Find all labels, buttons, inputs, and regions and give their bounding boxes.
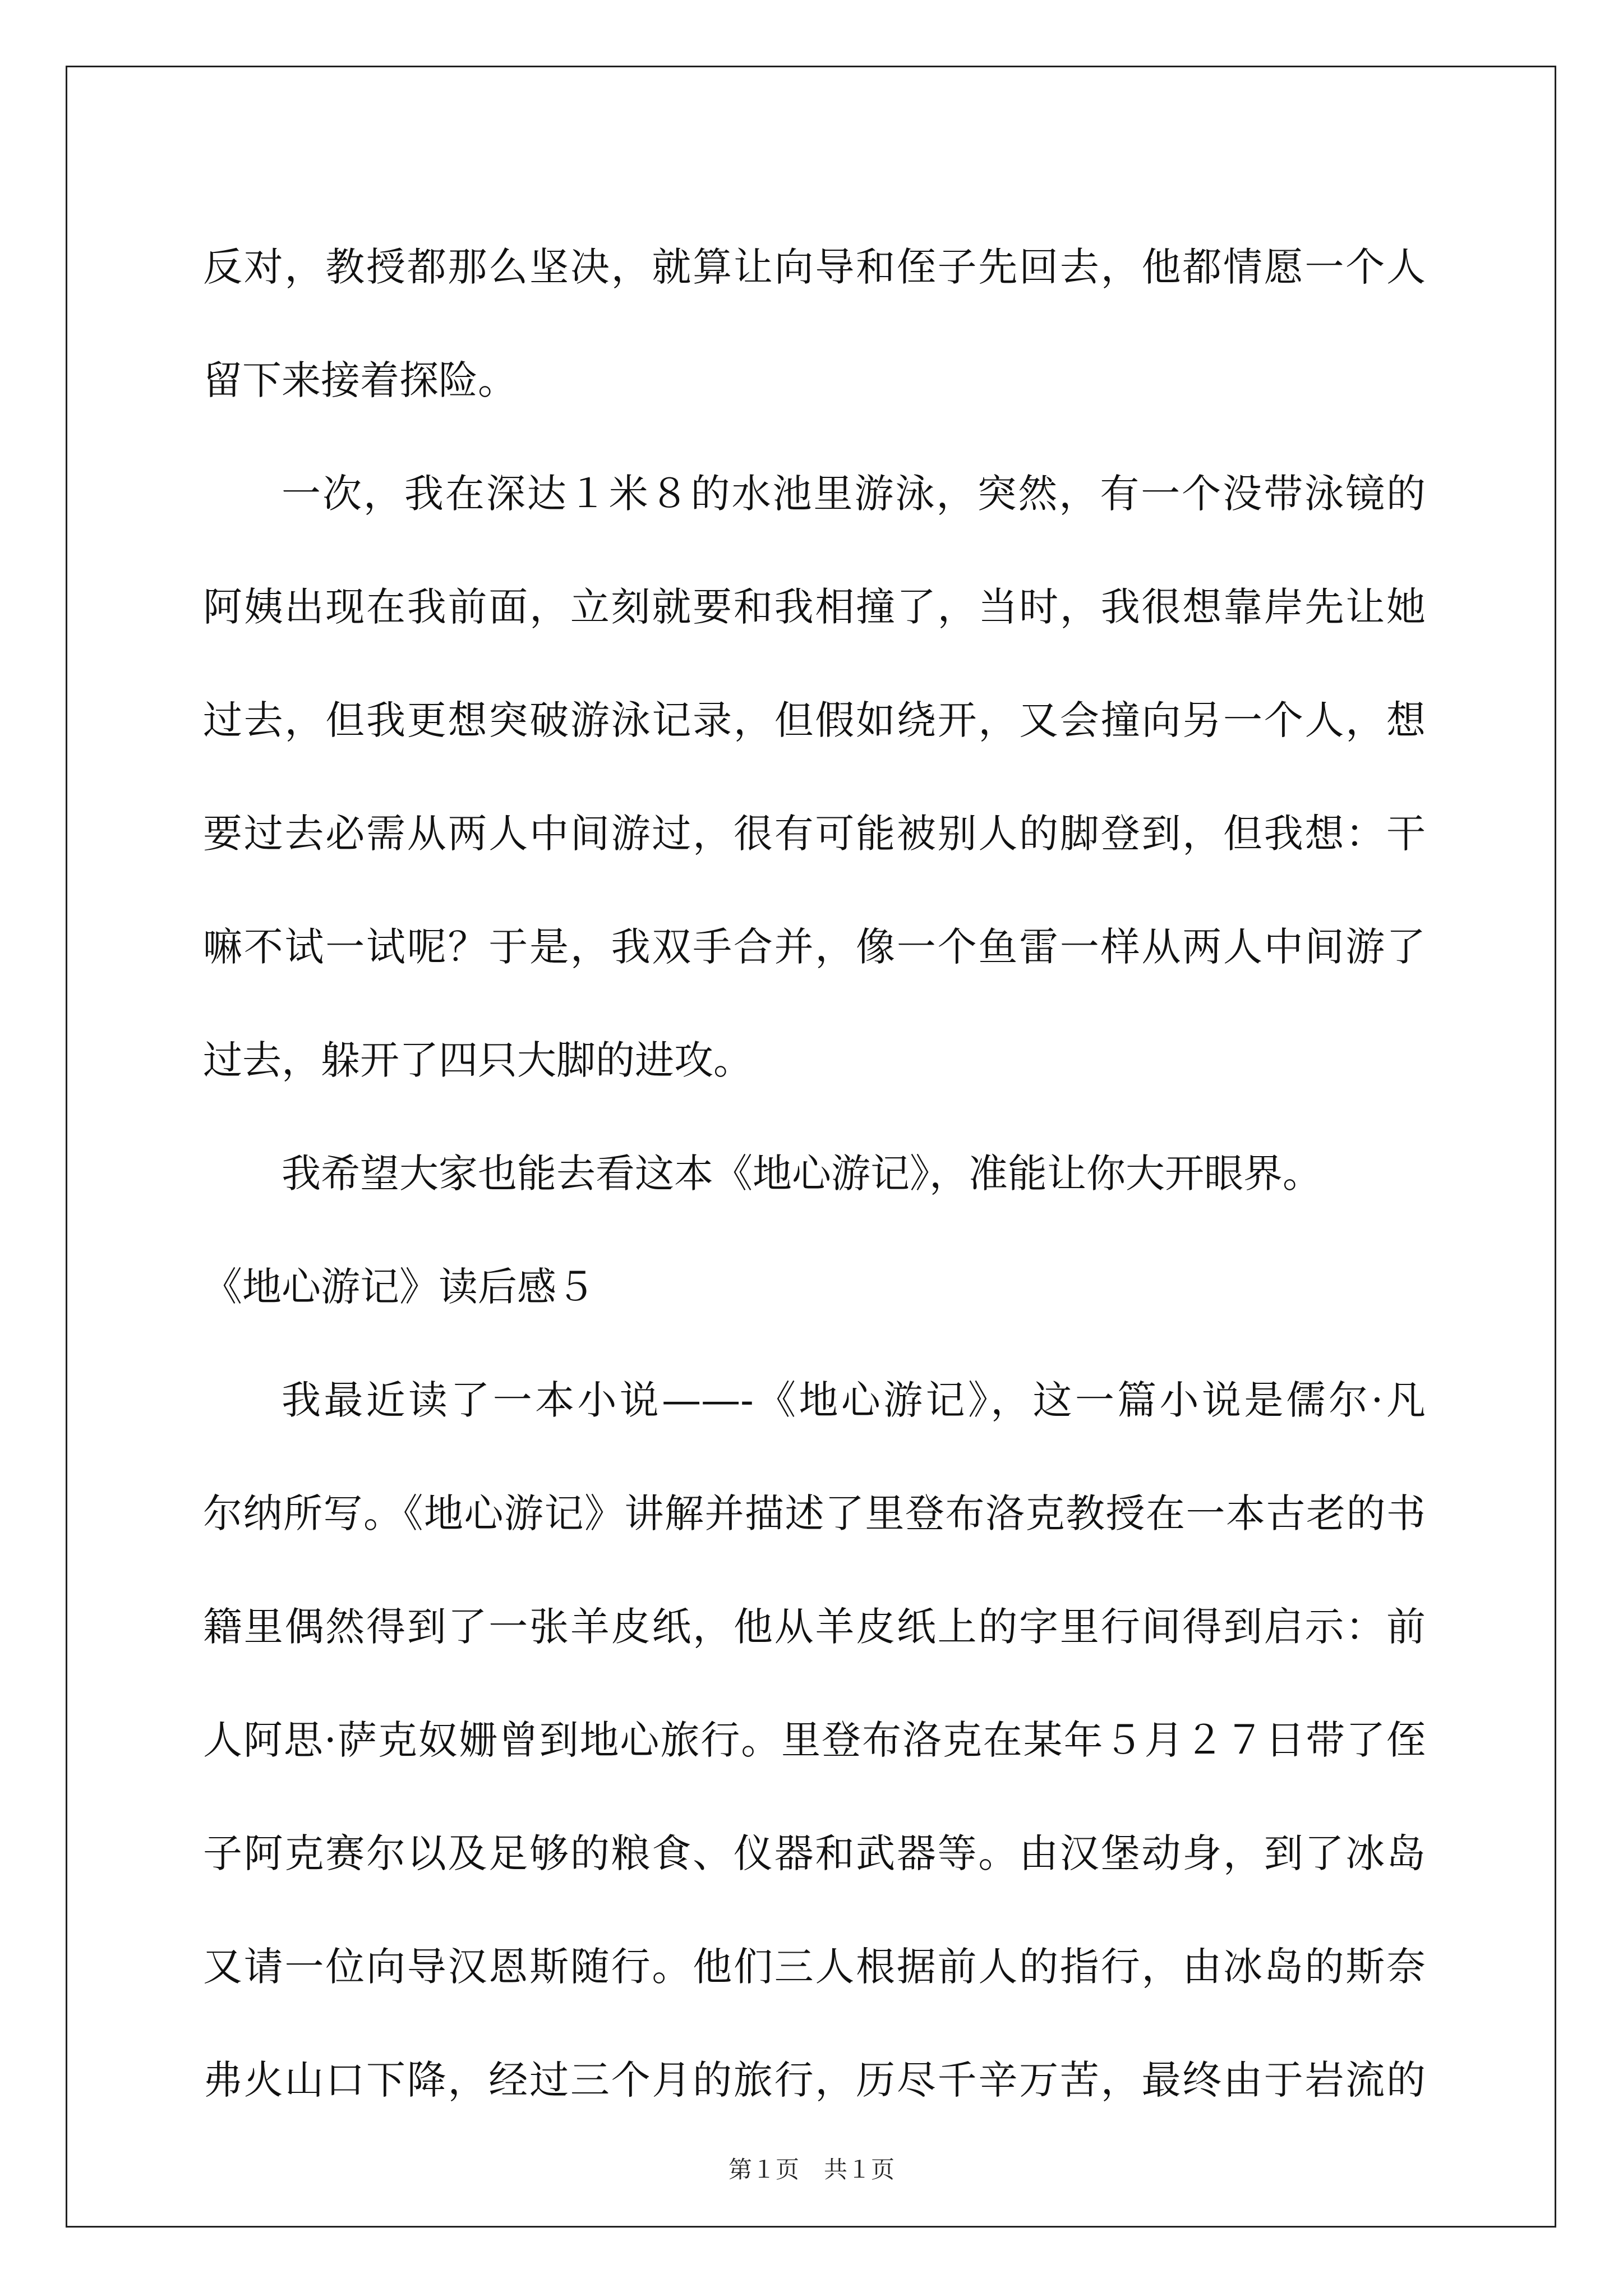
paragraph-start-line: 我最近读了一本小说——-《地心游记》，这一篇小说是儒尔·凡 xyxy=(282,1377,1426,1423)
text-line: 阿姨出现在我前面，立刻就要和我相撞了，当时，我很想靠岸先让她 xyxy=(203,584,1426,630)
page-total: 共１页 xyxy=(824,2156,895,2183)
text-line: 要过去必需从两人中间游过，很有可能被别人的脚登到，但我想：干 xyxy=(203,811,1426,857)
section-heading: 《地心游记》读后感５ xyxy=(203,1264,596,1310)
text-line: 又请一位向导汉恩斯随行。他们三人根据前人的指行，由冰岛的斯奈 xyxy=(203,1944,1426,1990)
text-line: 过去，但我更想突破游泳记录，但假如绕开，又会撞向另一个人，想 xyxy=(203,697,1426,743)
text-line: 尔纳所写。《地心游记》讲解并描述了里登布洛克教授在一本古老的书 xyxy=(203,1490,1426,1536)
document-body xyxy=(203,210,1426,2137)
text-line: 子阿克赛尔以及足够的粮食、仪器和武器等。由汉堡动身，到了冰岛 xyxy=(203,1830,1426,1876)
paragraph-start-line: 我希望大家也能去看这本《地心游记》，准能让你大开眼界。 xyxy=(282,1151,1322,1197)
text-line: 留下来接着探险。 xyxy=(203,357,517,403)
text-line: 过去，躲开了四只大脚的进攻。 xyxy=(203,1037,753,1083)
page-number: 第１页 xyxy=(728,2156,799,2183)
text-line: 人阿思·萨克奴姗曾到地心旅行。里登布洛克在某年５月２７日带了侄 xyxy=(203,1717,1426,1763)
paragraph-start-line: 一次，我在深达１米８的水池里游泳，突然，有一个没带泳镜的 xyxy=(282,471,1426,517)
text-line: 反对，教授都那么坚决，就算让向导和侄子先回去，他都情愿一个人 xyxy=(203,244,1426,290)
text-line: 弗火山口下降，经过三个月的旅行，历尽千辛万苦，最终由于岩流的 xyxy=(203,2057,1426,2103)
text-line: 籍里偶然得到了一张羊皮纸，他从羊皮纸上的字里行间得到启示：前 xyxy=(203,1604,1426,1650)
page-footer xyxy=(0,2151,1623,2185)
text-line: 嘛不试一试呢？于是，我双手合并，像一个鱼雷一样从两人中间游了 xyxy=(203,924,1426,970)
